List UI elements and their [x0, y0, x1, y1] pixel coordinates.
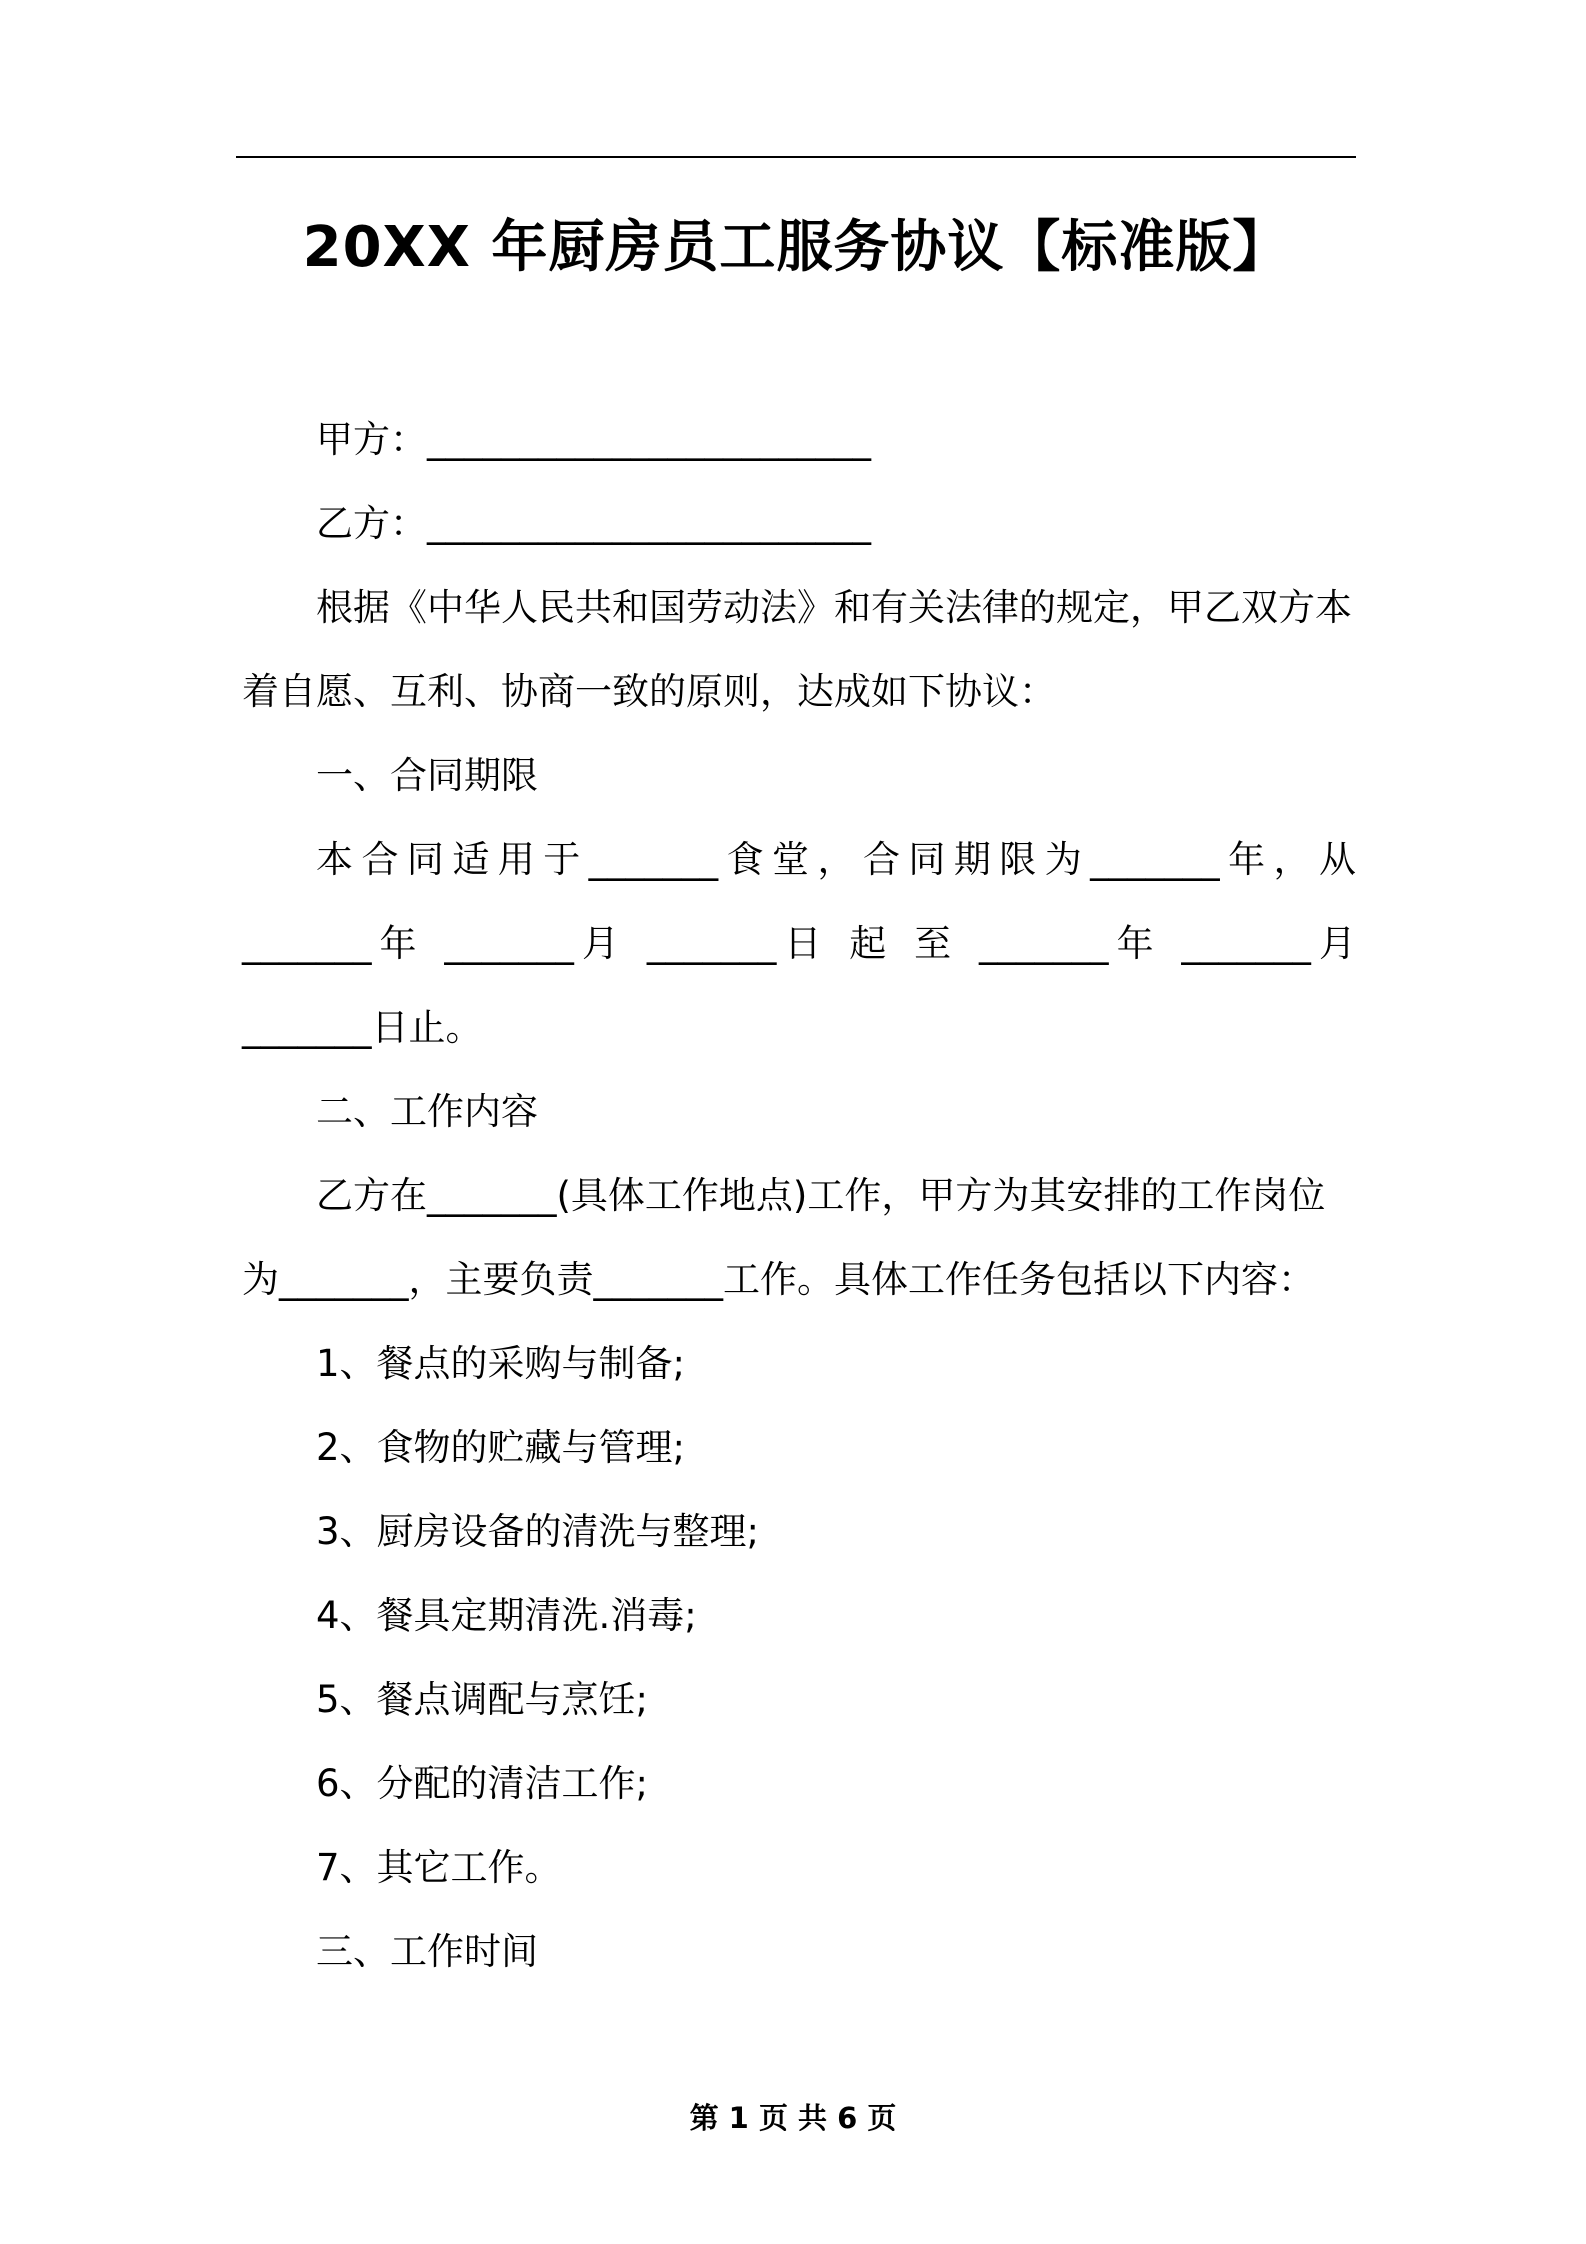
header-rule [236, 156, 1356, 158]
section-heading-work-content: 二、工作内容 [316, 1090, 538, 1133]
task-item-6: 6、分配的清洁工作; [316, 1762, 649, 1805]
task-item-3: 3、厨房设备的清洗与整理; [316, 1510, 760, 1553]
task-item-4: 4、餐具定期清洗.消毒; [316, 1594, 697, 1637]
section-heading-term: 一、合同期限 [316, 754, 538, 797]
page-number-footer: 第 1 页 共 6 页 [689, 2101, 897, 2135]
party-b-line: 乙方：________________________ [316, 502, 871, 545]
task-item-1: 1、餐点的采购与制备; [316, 1342, 686, 1385]
preamble-line-2: 着自愿、互利、协商一致的原则，达成如下协议： [242, 670, 1056, 713]
work-content-line-1: 乙方在_______(具体工作地点)工作，甲方为其安排的工作岗位 [316, 1174, 1326, 1217]
task-item-5: 5、餐点调配与烹饪; [316, 1678, 649, 1721]
task-item-2: 2、食物的贮藏与管理; [316, 1426, 686, 1469]
section-heading-work-time: 三、工作时间 [316, 1930, 538, 1973]
work-content-line-2: 为_______，主要负责_______工作。具体工作任务包括以下内容： [242, 1258, 1315, 1301]
term-line-1: 本合同适用于_______食堂，合同期限为_______年，从 [316, 838, 1356, 881]
document-body [242, 398, 1356, 1994]
term-line-3: _______日止。 [242, 1006, 483, 1049]
preamble-line-1: 根据《中华人民共和国劳动法》和有关法律的规定，甲乙双方本 [316, 586, 1352, 629]
party-a-line: 甲方：________________________ [316, 418, 871, 461]
task-item-7: 7、其它工作。 [316, 1846, 562, 1889]
term-line-2: _______年 _______月 _______日 起 至 _______年 _______月 [242, 922, 1356, 965]
document-title: 20XX 年厨房员工服务协议【标准版】 [302, 215, 1290, 280]
